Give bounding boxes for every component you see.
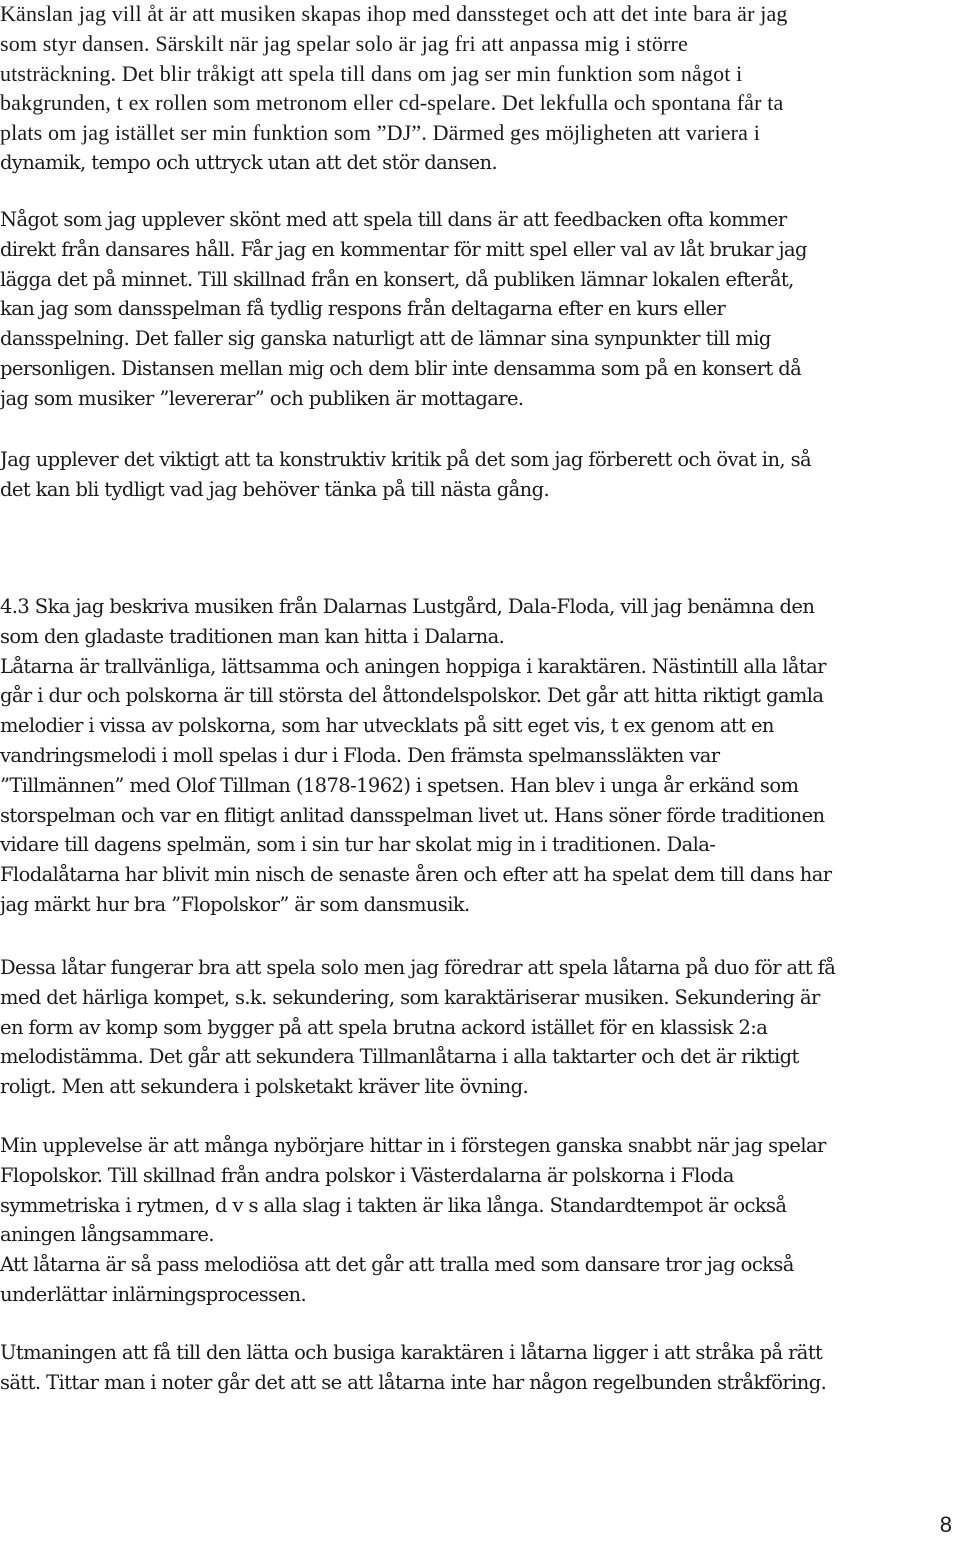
text-line: Utmaningen att få till den lätta och busiga karaktären i låtarna ligger i att stråka på rätt <box>0 1341 823 1364</box>
text-line: underlättar inlärningsprocessen. <box>0 1282 307 1306</box>
text-line: storspelman och var en flitigt anlitad dansspelman livet ut. Hans söner förde traditionen <box>0 803 825 827</box>
text-line: melodier i vissa av polskorna, som har utvecklats på sitt eget vis, t ex genom att en <box>0 714 774 738</box>
text-line: jag som musiker ”levererar” och publiken är mottagare. <box>0 386 524 410</box>
text-line: aningen långsammare. <box>0 1223 214 1247</box>
text-line: går i dur och polskorna är till största del åttondelspolskor. Det går att hitta riktigt gamla <box>0 684 824 708</box>
text-line: symmetriska i rytmen, d v s alla slag i takten är lika långa. Standardtempot är också <box>0 1193 787 1217</box>
text-line: ”Tillmännen” med Olof Tillman (1878-1962) i spetsen. Han blev i unga år erkänd som <box>0 773 799 797</box>
text-line: Något som jag upplever skönt med att spela till dans är att feedbacken ofta kommer <box>0 208 787 231</box>
text-line: Min upplevelse är att många nybörjare hittar in i förstegen ganska snabbt när jag spelar <box>0 1134 826 1157</box>
text-line: med det härliga kompet, s.k. sekundering, som karaktäriserar musiken. Sekundering är <box>0 985 820 1009</box>
text-line: kan jag som dansspelman få tydlig respons från deltagarna efter en kurs eller <box>0 297 726 321</box>
text-line: utsträckning. Det blir tråkigt att spela till dans om jag ser min funktion som något i <box>0 60 743 86</box>
text-line: 4.3 Ska jag beskriva musiken från Dalarnas Lustgård, Dala-Floda, vill jag benämna den <box>0 595 815 618</box>
page-number: 8 <box>939 1512 952 1537</box>
paragraph-feedback <box>0 205 960 414</box>
text-line: personligen. Distansen mellan mig och dem blir inte densamma som på en konsert då <box>0 356 802 380</box>
paragraph-section-4-3 <box>0 592 960 920</box>
text-line: Jag upplever det viktigt att ta konstruktiv kritik på det som jag förberett och övat in, så <box>0 448 812 471</box>
text-line: Låtarna är trallvänliga, lättsamma och aningen hoppiga i karaktären. Nästintill alla låtar <box>0 654 826 678</box>
text-line: bakgrunden, t ex rollen som metronom eller cd-spelare. Det lekfulla och spontana får ta <box>0 90 784 116</box>
paragraph-intro <box>0 0 960 178</box>
text-line: lägga det på minnet. Till skillnad från en konsert, då publiken lämnar lokalen efteråt, <box>0 267 794 291</box>
text-line: Att låtarna är så pass melodiösa att det går att tralla med som dansare tror jag också <box>0 1253 794 1277</box>
text-line: direkt från dansares håll. Får jag en kommentar för mitt spel eller val av låt brukar jag <box>0 237 807 261</box>
text-line: jag märkt hur bra ”Flopolskor” är som dansmusik. <box>0 892 470 916</box>
paragraph-challenge <box>0 1338 960 1398</box>
text-line: som den gladaste traditionen man kan hitta i Dalarna. <box>0 624 505 648</box>
text-line: Flodalåtarna har blivit min nisch de senaste åren och efter att ha spelat dem till dans har <box>0 863 832 887</box>
text-line: vandringsmelodi i moll spelas i dur i Floda. Den främsta spelmanssläkten var <box>0 743 720 767</box>
text-line: det kan bli tydligt vad jag behöver tänka på till nästa gång. <box>0 477 550 501</box>
text-line: roligt. Men att sekundera i polsketakt kräver lite övning. <box>0 1075 529 1099</box>
text-line: sätt. Tittar man i noter går det att se att låtarna inte har någon regelbunden stråkföring. <box>0 1370 827 1394</box>
paragraph-sekundering <box>0 953 960 1102</box>
text-line: en form av komp som bygger på att spela brutna ackord istället för en klassisk 2:a <box>0 1015 768 1039</box>
text-line: dansspelning. Det faller sig ganska naturligt att de lämnar sina synpunkter till mig <box>0 327 771 351</box>
text-line: melodistämma. Det går att sekundera Tillmanlåtarna i alla taktarter och det är riktigt <box>0 1045 799 1069</box>
text-line: som styr dansen. Särskilt när jag spelar solo är jag fri att anpassa mig i större <box>0 30 688 56</box>
paragraph-beginners <box>0 1131 960 1310</box>
paragraph-critique <box>0 445 960 505</box>
text-line: Flopolskor. Till skillnad från andra polskor i Västerdalarna är polskorna i Floda <box>0 1163 734 1187</box>
text-line: Känslan jag vill åt är att musiken skapas ihop med danssteget och att det inte bara är jag <box>0 1 788 26</box>
text-line: dynamik, tempo och uttryck utan att det stör dansen. <box>0 150 498 174</box>
text-line: Dessa låtar fungerar bra att spela solo men jag föredrar att spela låtarna på duo för att få <box>0 956 836 979</box>
text-line: vidare till dagens spelmän, som i sin tur har skolat mig in i traditionen. Dala- <box>0 833 716 857</box>
text-line: plats om jag istället ser min funktion som ”DJ”. Därmed ges möjligheten att variera i <box>0 120 760 146</box>
